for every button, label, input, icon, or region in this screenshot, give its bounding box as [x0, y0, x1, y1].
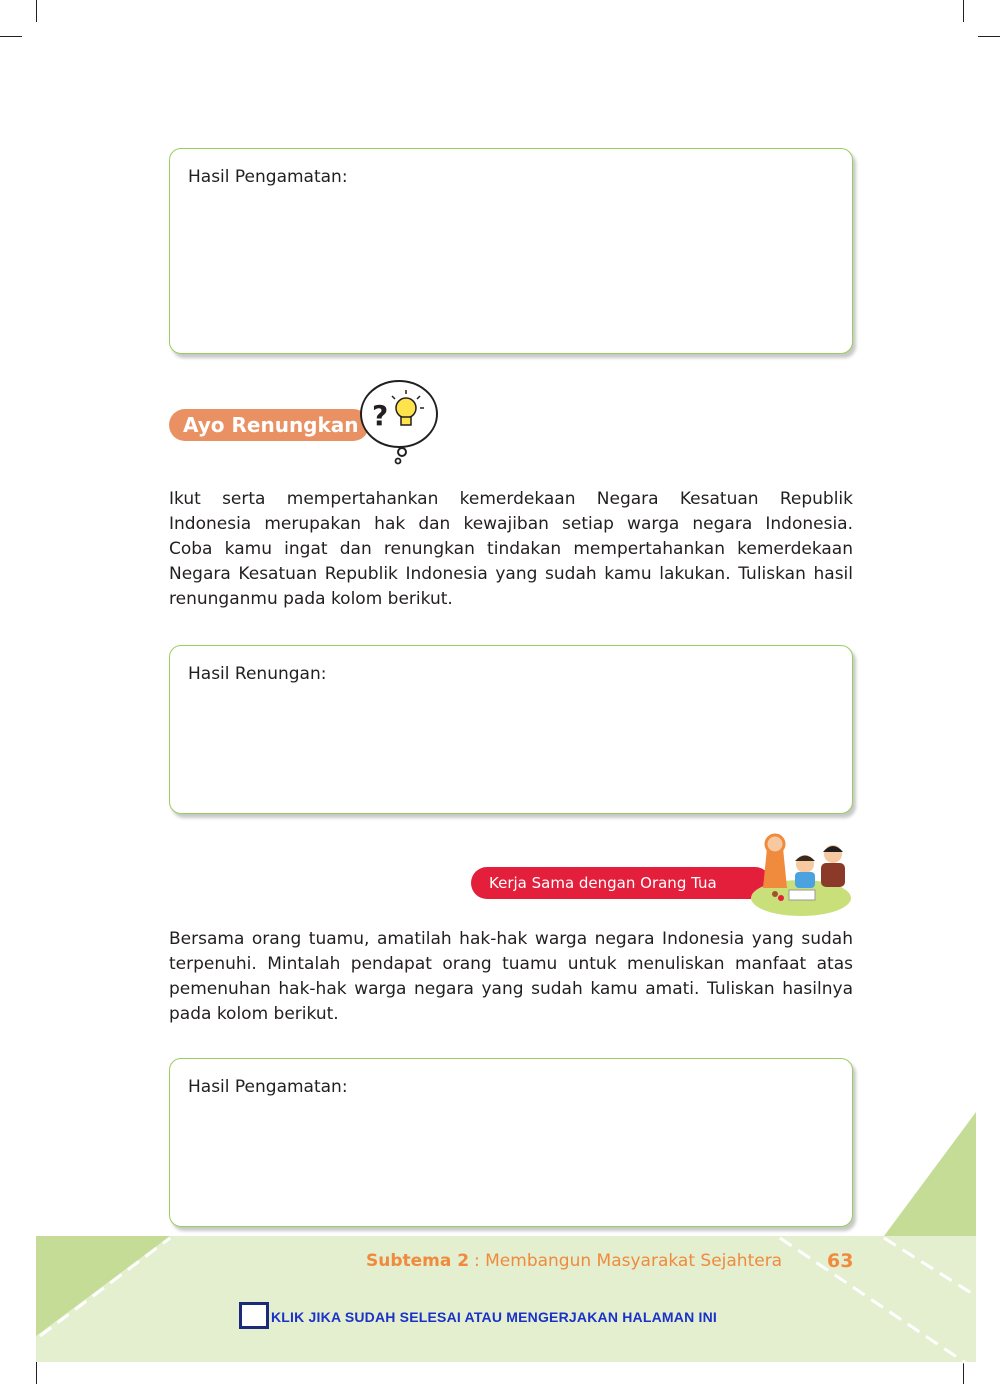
- observation-box-1-label: Hasil Pengamatan:: [188, 167, 348, 187]
- observation-box-2[interactable]: [169, 1058, 853, 1227]
- crop-mark: [0, 36, 22, 37]
- thought-bubble-lightbulb-icon: [356, 378, 442, 466]
- reflection-box-label: Hasil Renungan:: [188, 664, 327, 684]
- crop-mark: [963, 0, 964, 22]
- svg-text:?: ?: [372, 399, 389, 432]
- subtema-label: Subtema 2: [366, 1251, 470, 1271]
- paragraph-line: Negara Kesatuan Republik Indonesia yang sudah kamu lakukan. Tuliskan hasil: [169, 564, 853, 584]
- paragraph-line: Coba kamu ingat dan renungkan tindakan mempertahankan kemerdekaan: [169, 539, 853, 559]
- paragraph-line: terpenuhi. Mintalah pendapat orang tuamu untuk menuliskan manfaat atas: [169, 954, 853, 974]
- reflection-box[interactable]: [169, 645, 853, 814]
- family-illustration-icon: [745, 828, 853, 920]
- observation-box-2-label: Hasil Pengamatan:: [188, 1077, 348, 1097]
- page-number: 63: [827, 1250, 854, 1272]
- subtema-title: : Membangun Masyarakat Sejahtera: [474, 1251, 783, 1271]
- paragraph-line: renunganmu pada kolom berikut.: [169, 589, 453, 609]
- crop-mark: [978, 36, 1000, 37]
- paragraph-line: Bersama orang tuamu, amatilah hak-hak warga negara Indonesia yang sudah: [169, 929, 853, 949]
- reflection-paragraph: [169, 487, 853, 612]
- paragraph-line: pemenuhan hak-hak warga negara yang sudah kamu amati. Tuliskan hasilnya: [169, 979, 853, 999]
- paragraph-line: Indonesia merupakan hak dan kewajiban setiap warga negara Indonesia.: [169, 514, 853, 534]
- cooperation-paragraph: [169, 927, 853, 1027]
- kerja-sama-title: Kerja Sama dengan Orang Tua: [489, 874, 717, 892]
- paragraph-line: pada kolom berikut.: [169, 1004, 339, 1024]
- done-checkbox-label[interactable]: KLIK JIKA SUDAH SELESAI ATAU MENGERJAKAN HALAMAN INI: [271, 1309, 717, 1325]
- ayo-renungkan-title: Ayo Renungkan: [183, 413, 359, 437]
- crop-mark: [36, 0, 37, 22]
- observation-box-1[interactable]: [169, 148, 853, 354]
- done-checkbox[interactable]: [239, 1302, 269, 1329]
- paragraph-line: Ikut serta mempertahankan kemerdekaan Negara Kesatuan Republik: [169, 489, 853, 509]
